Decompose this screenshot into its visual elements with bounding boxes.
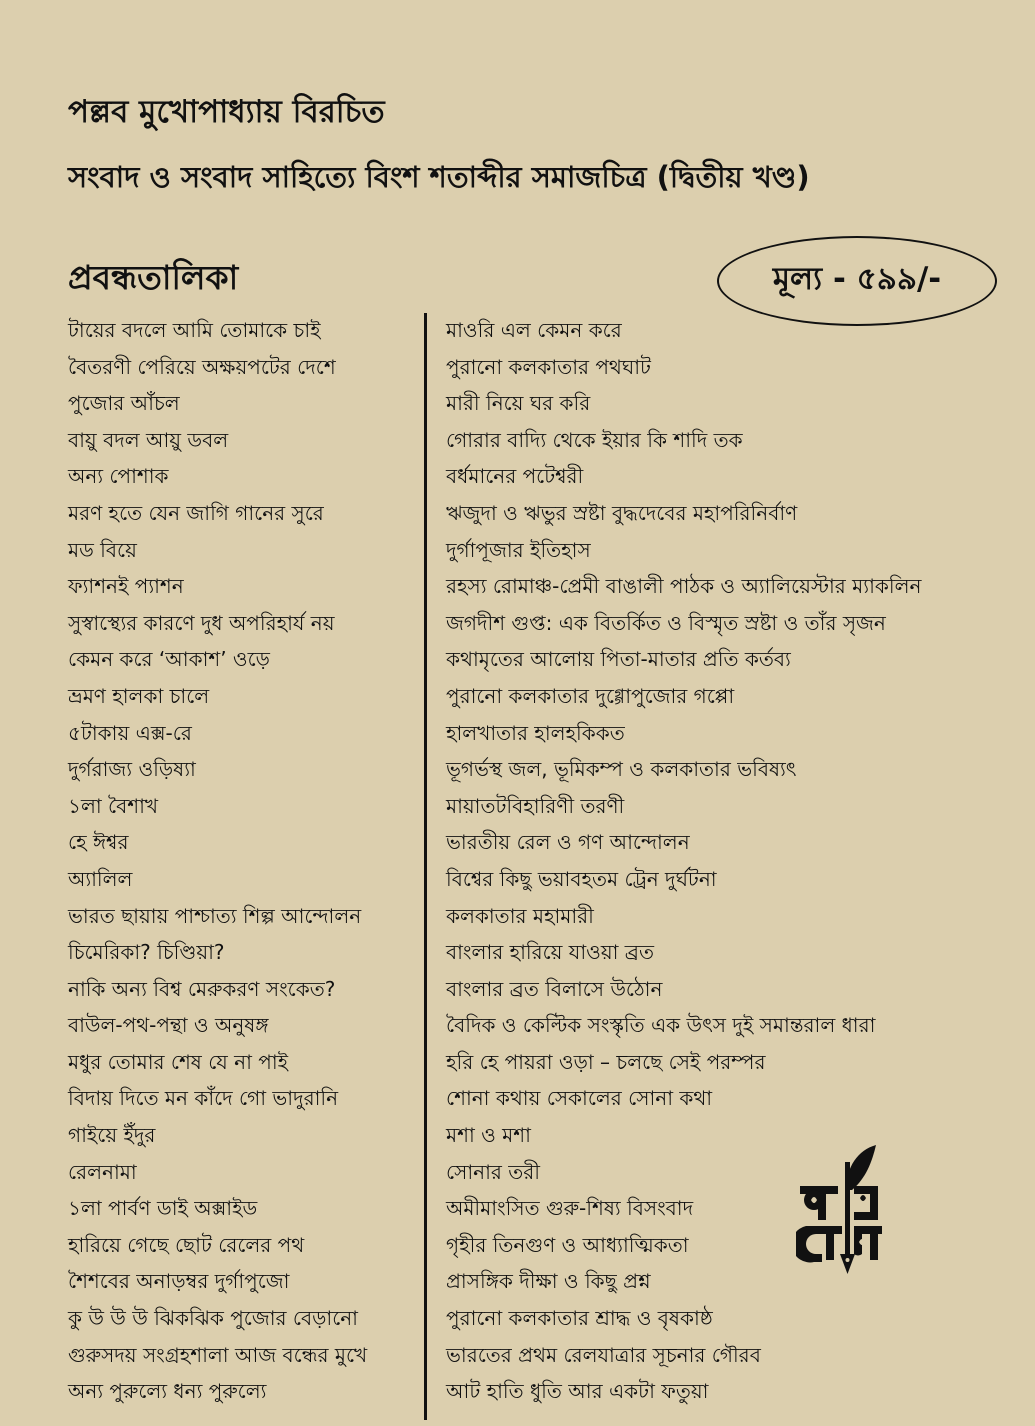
list-item: পুরানো কলকাতার শ্রাদ্ধ ও বৃষকাষ্ঠ — [446, 1306, 713, 1331]
list-item: ভারত ছায়ায় পাশ্চাত্য শিল্প আন্দোলন — [68, 903, 362, 928]
list-item: ৫টাকায় এক্স-রে — [68, 720, 192, 745]
list-item: হারিয়ে গেছে ছোট রেলের পথ — [68, 1232, 305, 1257]
list-item: বৈতরণী পেরিয়ে অক্ষয়পটের দেশে — [68, 354, 336, 379]
list-item: অ্যালিল — [68, 866, 133, 891]
list-item: ঋজুদা ও ঋভুর স্রষ্টা বুদ্ধদেবের মহাপরিনির্বাণ — [446, 500, 798, 525]
list-item: পুরানো কলকাতার পথঘাট — [446, 354, 651, 379]
list-item: বায়ু বদল আয়ু ডবল — [68, 427, 229, 452]
list-item: ভারতীয় রেল ও গণ আন্দোলন — [446, 830, 690, 855]
contents-heading: প্রবন্ধতালিকা — [68, 258, 239, 297]
list-item: কেমন করে ‘আকাশ’ ওড়ে — [68, 647, 270, 672]
list-item: ভারতের প্রথম রেলযাত্রার সূচনার গৌরব — [446, 1342, 761, 1367]
contents-left-column — [68, 312, 367, 1410]
list-item: অমীমাংসিত গুরু-শিষ্য বিসংবাদ — [446, 1196, 694, 1221]
list-item: মশা ও মশা — [446, 1123, 531, 1148]
list-item: কু উ উ উ ঝিকঝিক পুজোর বেড়ানো — [68, 1306, 358, 1331]
list-item: শৈশবের অনাড়ম্বর দুর্গাপুজো — [68, 1269, 290, 1294]
list-item: কথামৃতের আলোয় পিতা-মাতার প্রতি কর্তব্য — [446, 647, 791, 672]
list-item: ভূগর্ভস্থ জল, ভূমিকম্প ও কলকাতার ভবিষ্যৎ — [446, 757, 797, 782]
list-item: দুর্গরাজ্য ওড়িষ্যা — [68, 757, 196, 782]
list-item: হালখাতার হালহকিকত — [446, 720, 625, 745]
list-item: প্রাসঙ্গিক দীক্ষা ও কিছু প্রশ্ন — [446, 1269, 651, 1294]
list-item: ভ্রমণ হালকা চালে — [68, 683, 210, 708]
list-item: মধুর তোমার শেষ যে না পাই — [68, 1049, 289, 1074]
author-line: পল্লব মুখোপাধ্যায় বিরচিত — [68, 94, 385, 130]
list-item: নাকি অন্য বিশ্ব মেরুকরণ সংকেত? — [68, 976, 336, 1001]
list-item: বিদায় দিতে মন কাঁদে গো ভাদুরানি — [68, 1086, 339, 1111]
list-item: রেলনামা — [68, 1159, 137, 1184]
book-title: সংবাদ ও সংবাদ সাহিত্যে বিংশ শতাব্দীর সমাজচিত্র (দ্বিতীয় খণ্ড) — [68, 160, 810, 194]
list-item: চিমেরিকা? চিণ্ডিয়া? — [68, 940, 225, 965]
list-item: রহস্য রোমাঞ্চ-প্রেমী বাঙালী পাঠক ও অ্যালিয়েস্টার ম্যাকলিন — [446, 574, 922, 599]
list-item: অন্য পুরুল্যে ধন্য পুরুল্যে — [68, 1379, 267, 1404]
list-item: ১লা বৈশাখ — [68, 793, 159, 818]
list-item: মায়াতটবিহারিণী তরণী — [446, 793, 625, 818]
list-item: মারী নিয়ে ঘর করি — [446, 391, 591, 416]
list-item: বিশ্বের কিছু ভয়াবহতম ট্রেন দুর্ঘটনা — [446, 866, 717, 891]
list-item: বাউল-পথ-পন্থা ও অনুষঙ্গ — [68, 1013, 269, 1038]
list-item: গৃহীর তিনগুণ ও আধ্যাত্মিকতা — [446, 1232, 689, 1257]
list-item: সোনার তরী — [446, 1159, 540, 1184]
list-item: গুরুসদয় সংগ্রহশালা আজ বন্ধের মুখে — [68, 1342, 368, 1367]
list-item: দুর্গাপূজার ইতিহাস — [446, 537, 591, 562]
list-item: মরণ হতে যেন জাগি গানের সুরে — [68, 500, 324, 525]
list-item: কলকাতার মহামারী — [446, 903, 594, 928]
list-item: মাওরি এল কেমন করে — [446, 318, 622, 342]
list-item: গোরার বাদ্যি থেকে ইয়ার কি শাদি তক — [446, 427, 743, 452]
list-item: সুস্বাস্থ্যের কারণে দুধ অপরিহার্য নয় — [68, 610, 335, 635]
list-item: ফ্যাশনই প্যাশন — [68, 574, 184, 599]
list-item: গাইয়ে ইঁদুর — [68, 1123, 156, 1148]
kochipata-pen-leaf-logo-icon — [796, 1142, 886, 1277]
list-item: বাংলার ব্রত বিলাসে উঠোন — [446, 976, 663, 1001]
list-item: হরি হে পায়রা ওড়া – চলছে সেই পরম্পর — [446, 1049, 766, 1074]
column-divider — [424, 313, 427, 1420]
list-item: জগদীশ গুপ্ত: এক বিতর্কিত ও বিস্মৃত স্রষ্টা ও তাঁর সৃজন — [446, 610, 886, 635]
list-item: শোনা কথায় সেকালের সোনা কথা — [446, 1086, 713, 1111]
list-item: হে ঈশ্বর — [68, 830, 129, 855]
list-item: বর্ধমানের পটেশ্বরী — [446, 464, 584, 489]
list-item: আট হাতি ধুতি আর একটা ফতুয়া — [446, 1379, 709, 1404]
list-item: টায়ের বদলে আমি তোমাকে চাই — [68, 318, 321, 342]
list-item: পুজোর আঁচল — [68, 391, 180, 416]
list-item: পুরানো কলকাতার দুগ্গোপুজোর গপ্পো — [446, 683, 735, 708]
list-item: বৈদিক ও কেল্টিক সংস্কৃতি এক উৎস দুই সমান্তরাল ধারা — [446, 1013, 876, 1038]
list-item: মড বিয়ে — [68, 537, 137, 562]
list-item: ১লা পার্বণ ডাই অক্সাইড — [68, 1196, 258, 1221]
publisher-logo — [796, 1142, 886, 1277]
list-item: অন্য পোশাক — [68, 464, 169, 489]
price-label: মূল্য - ৫৯৯/- — [772, 261, 942, 297]
list-item: বাংলার হারিয়ে যাওয়া ব্রত — [446, 940, 655, 965]
